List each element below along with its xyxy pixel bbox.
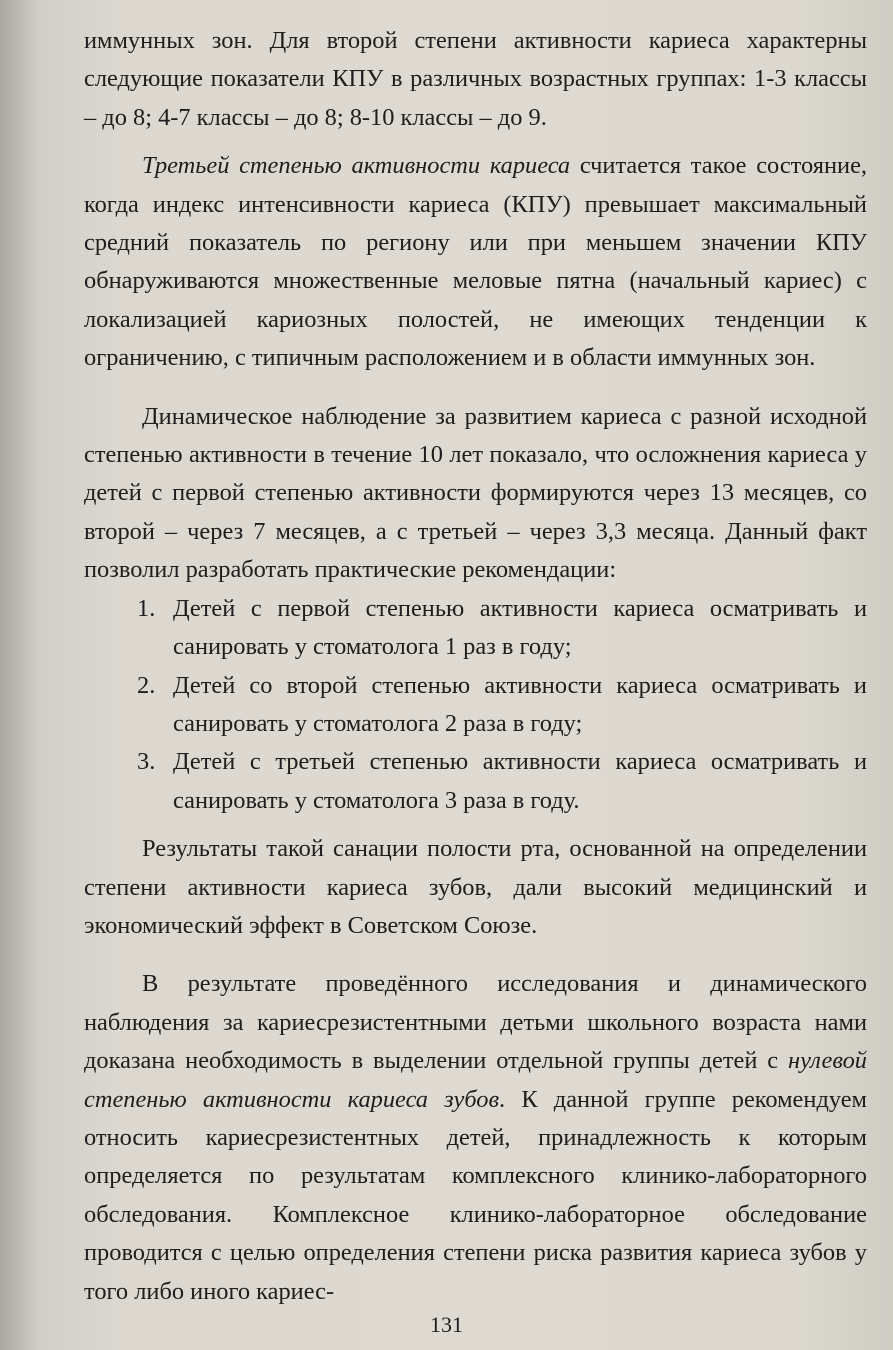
paragraph-4: Результаты такой санации полости рта, основанной на определении степени активности кариеса зубов, дали высокий медицинский и экономический эффект в Советском Союзе. [84,835,867,939]
paragraph-2 [84,147,867,377]
list-item [84,743,867,820]
list-item [84,667,867,744]
list-item-number: 3. [137,748,156,776]
page-body [84,22,867,1311]
page-number: 131 [430,1312,463,1337]
list-item-number: 1. [137,594,156,622]
recommendations-list [84,590,867,820]
list-item-text: Детей со второй степенью активности кариеса осматривать и санировать у стоматолога 2 раза в году; [173,671,867,737]
paragraph-1: иммунных зон. Для второй степени активности кариеса характерны следующие показатели КПУ в различных возрастных группах: 1-3 классы – до 8; 4-7 классы – до 8; 8-10 классы – до 9. [84,27,867,131]
paragraph-3: Динамическое наблюдение за развитием кариеса с разной исходной степенью активности в течение 10 лет показало, что осложнения кариеса у детей с первой степенью активности формируются через 13 месяцев, со второй – через 7 месяцев, а с третьей – через 3,3 месяца. Данный факт позволил разработать практические рекомендации: [84,402,867,584]
list-item-text: Детей с первой степенью активности кариеса осматривать и санировать у стоматолога 1 раз в году; [173,594,867,661]
list-item [84,590,867,667]
list-item-number: 2. [137,671,156,699]
emphasis-third-degree: Третьей степенью активности кариеса [142,152,571,180]
paragraph-5 [84,965,867,1311]
emphasis-zero-degree: нулевой степенью активности кариеса зубов [84,1047,867,1113]
paragraph-5-end: . К данной группе рекомендуем относить кариесрезистентных детей, принадлежность к которым определяется по результатам комплексного клинико-лабораторного обследования. Комплексное клинико-лабораторное обследование проводится с целью определения степени риска развития кариеса зубов у того либо иного кариес- [84,1085,867,1305]
paragraph-5-start: В результате проведённого исследования и динамического наблюдения за кариесрезистентными детьми школьного возраста нами доказана необходимость в выделении отдельной группы детей с [84,970,867,1075]
paragraph-2-text: считается такое состояние, когда индекс интенсивности кариеса (КПУ) превышает максимальный средний показатель по региону или при меньшем значении КПУ обнаруживаются множественные меловые пятна (начальный кариес) с локализацией кариозных полостей, не имеющих тенденции к ограничению, с типичным расположением и в области иммунных зон. [84,152,867,372]
list-item-text: Детей с третьей степенью активности кариеса осматривать и санировать у стоматолога 3 раза в году. [173,748,867,814]
